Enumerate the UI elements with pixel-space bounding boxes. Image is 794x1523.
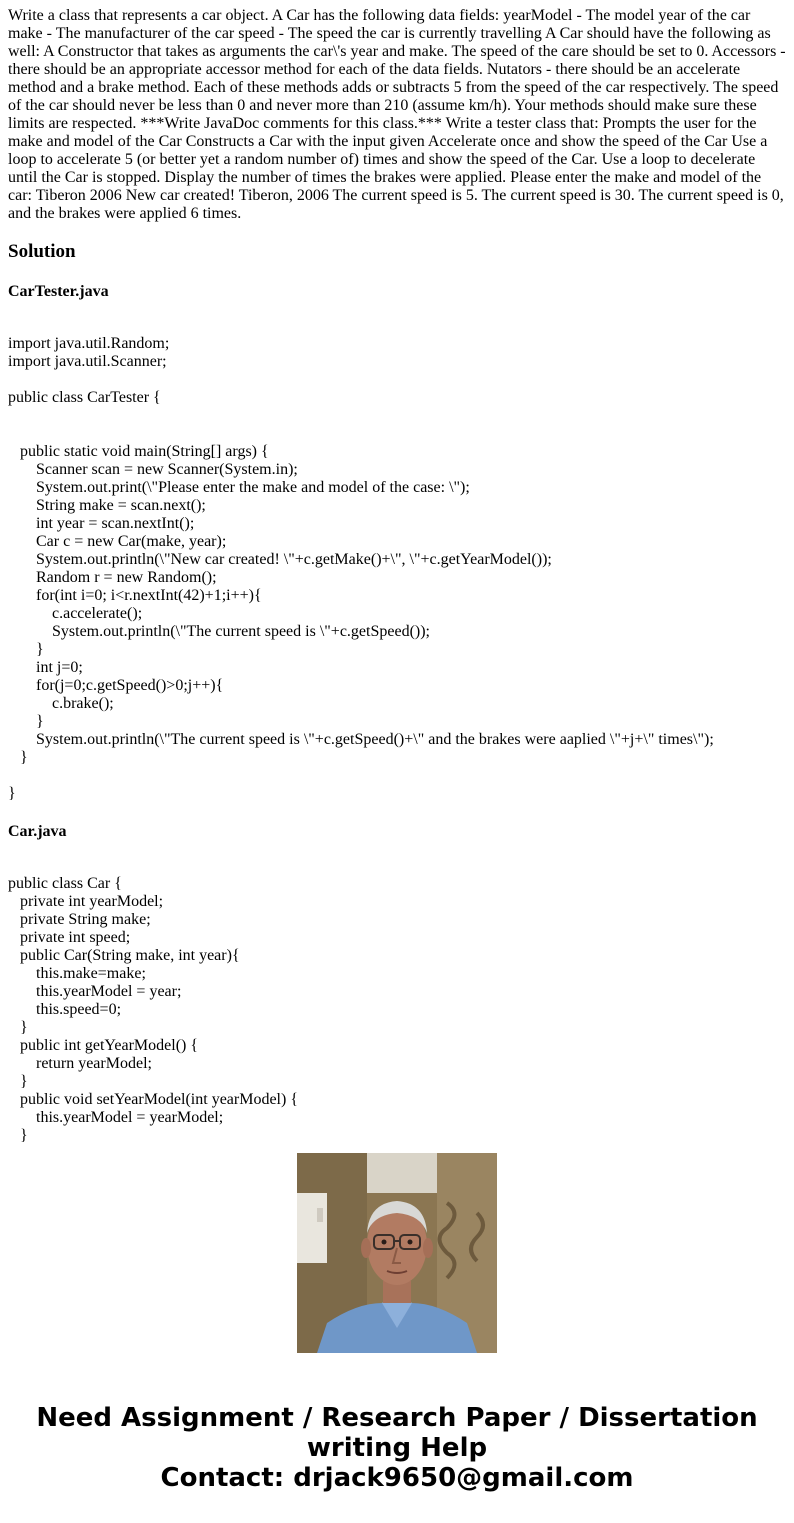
code-block-cartester: import java.util.Random; import java.util.Scanner; public class CarTester { public static void main(String[] args) { Scanner scan = new Scanner(System.in); System.out.print(\"Please enter the make and model of the case: \"); String make = scan.next(); int year = scan.nextInt(); Car c = new Car(make, year); System.out.println(\"New car created! \"+c.getMake()+\", \"+c.getYearModel()); Random r = new Random(); for(int i=0; i<r.nextInt(42)+1;i++){ c.accelerate(); System.out.println(\"The current speed is \"+c.getSpeed()); } int j=0; for(j=0;c.getSpeed()>0;j++){ c.brake(); } System.out.println(\"The current speed is \"+c.getSpeed()+\" and the brakes were aaplied \"+j+\" times\"); } } [8,335,714,802]
footer-line-2: writing Help [306,1433,488,1463]
document-content [8,7,786,1144]
footer-contact-line: Contact: drjack9650@gmail.com [160,1463,634,1493]
file-heading-car: Car.java [8,823,67,840]
contact-footer [0,1403,794,1493]
author-photo-image [297,1153,497,1353]
question-text: Write a class that represents a car object. A Car has the following data fields: yearModel - The model year of the car make - The manufacturer of the car speed - The speed the car is currently travelling A Car should have the following as well: A Constructor that takes as arguments the car\'s year and make. The speed of the care should be set to 0. Accessors - there should be an appropriate accessor method for each of the data fields. Nutators - there should be an accelerate method and a brake method. Each of these methods adds or subtracts 5 from the speed of the car respectively. The speed of the car should never be less than 0 and never more than 210 (assume km/h). Your methods should make sure these limits are respected. ***Write JavaDoc comments for this class.*** Write a tester class that: Prompts the user for the make and model of the Car Constructs a Car with the input given Accelerate once and show the speed of the Car Use a loop to accelerate 5 (or better yet a random number of) times and show the speed of the Car. Use a loop to decelerate until the Car is stopped. Display the number of times the brakes were applied. Please enter the make and model of the car: Tiberon 2006 New car created! Tiberon, 2006 The current speed is 5. The current speed is 30. The current speed is 0, and the brakes were applied 6 times. [8,7,786,222]
code-block-car: public class Car { private int yearModel; private String make; private int speed; public Car(String make, int year){ this.make=make; this.yearModel = year; this.speed=0; } public int getYearModel() { return yearModel; } public void setYearModel(int yearModel) { this.yearModel = yearModel; } [8,875,298,1144]
file-heading-cartester: CarTester.java [8,283,109,300]
footer-line-1: Need Assignment / Research Paper / Dissertation [36,1403,758,1433]
solution-heading: Solution [8,241,76,262]
author-photo [297,1153,497,1353]
